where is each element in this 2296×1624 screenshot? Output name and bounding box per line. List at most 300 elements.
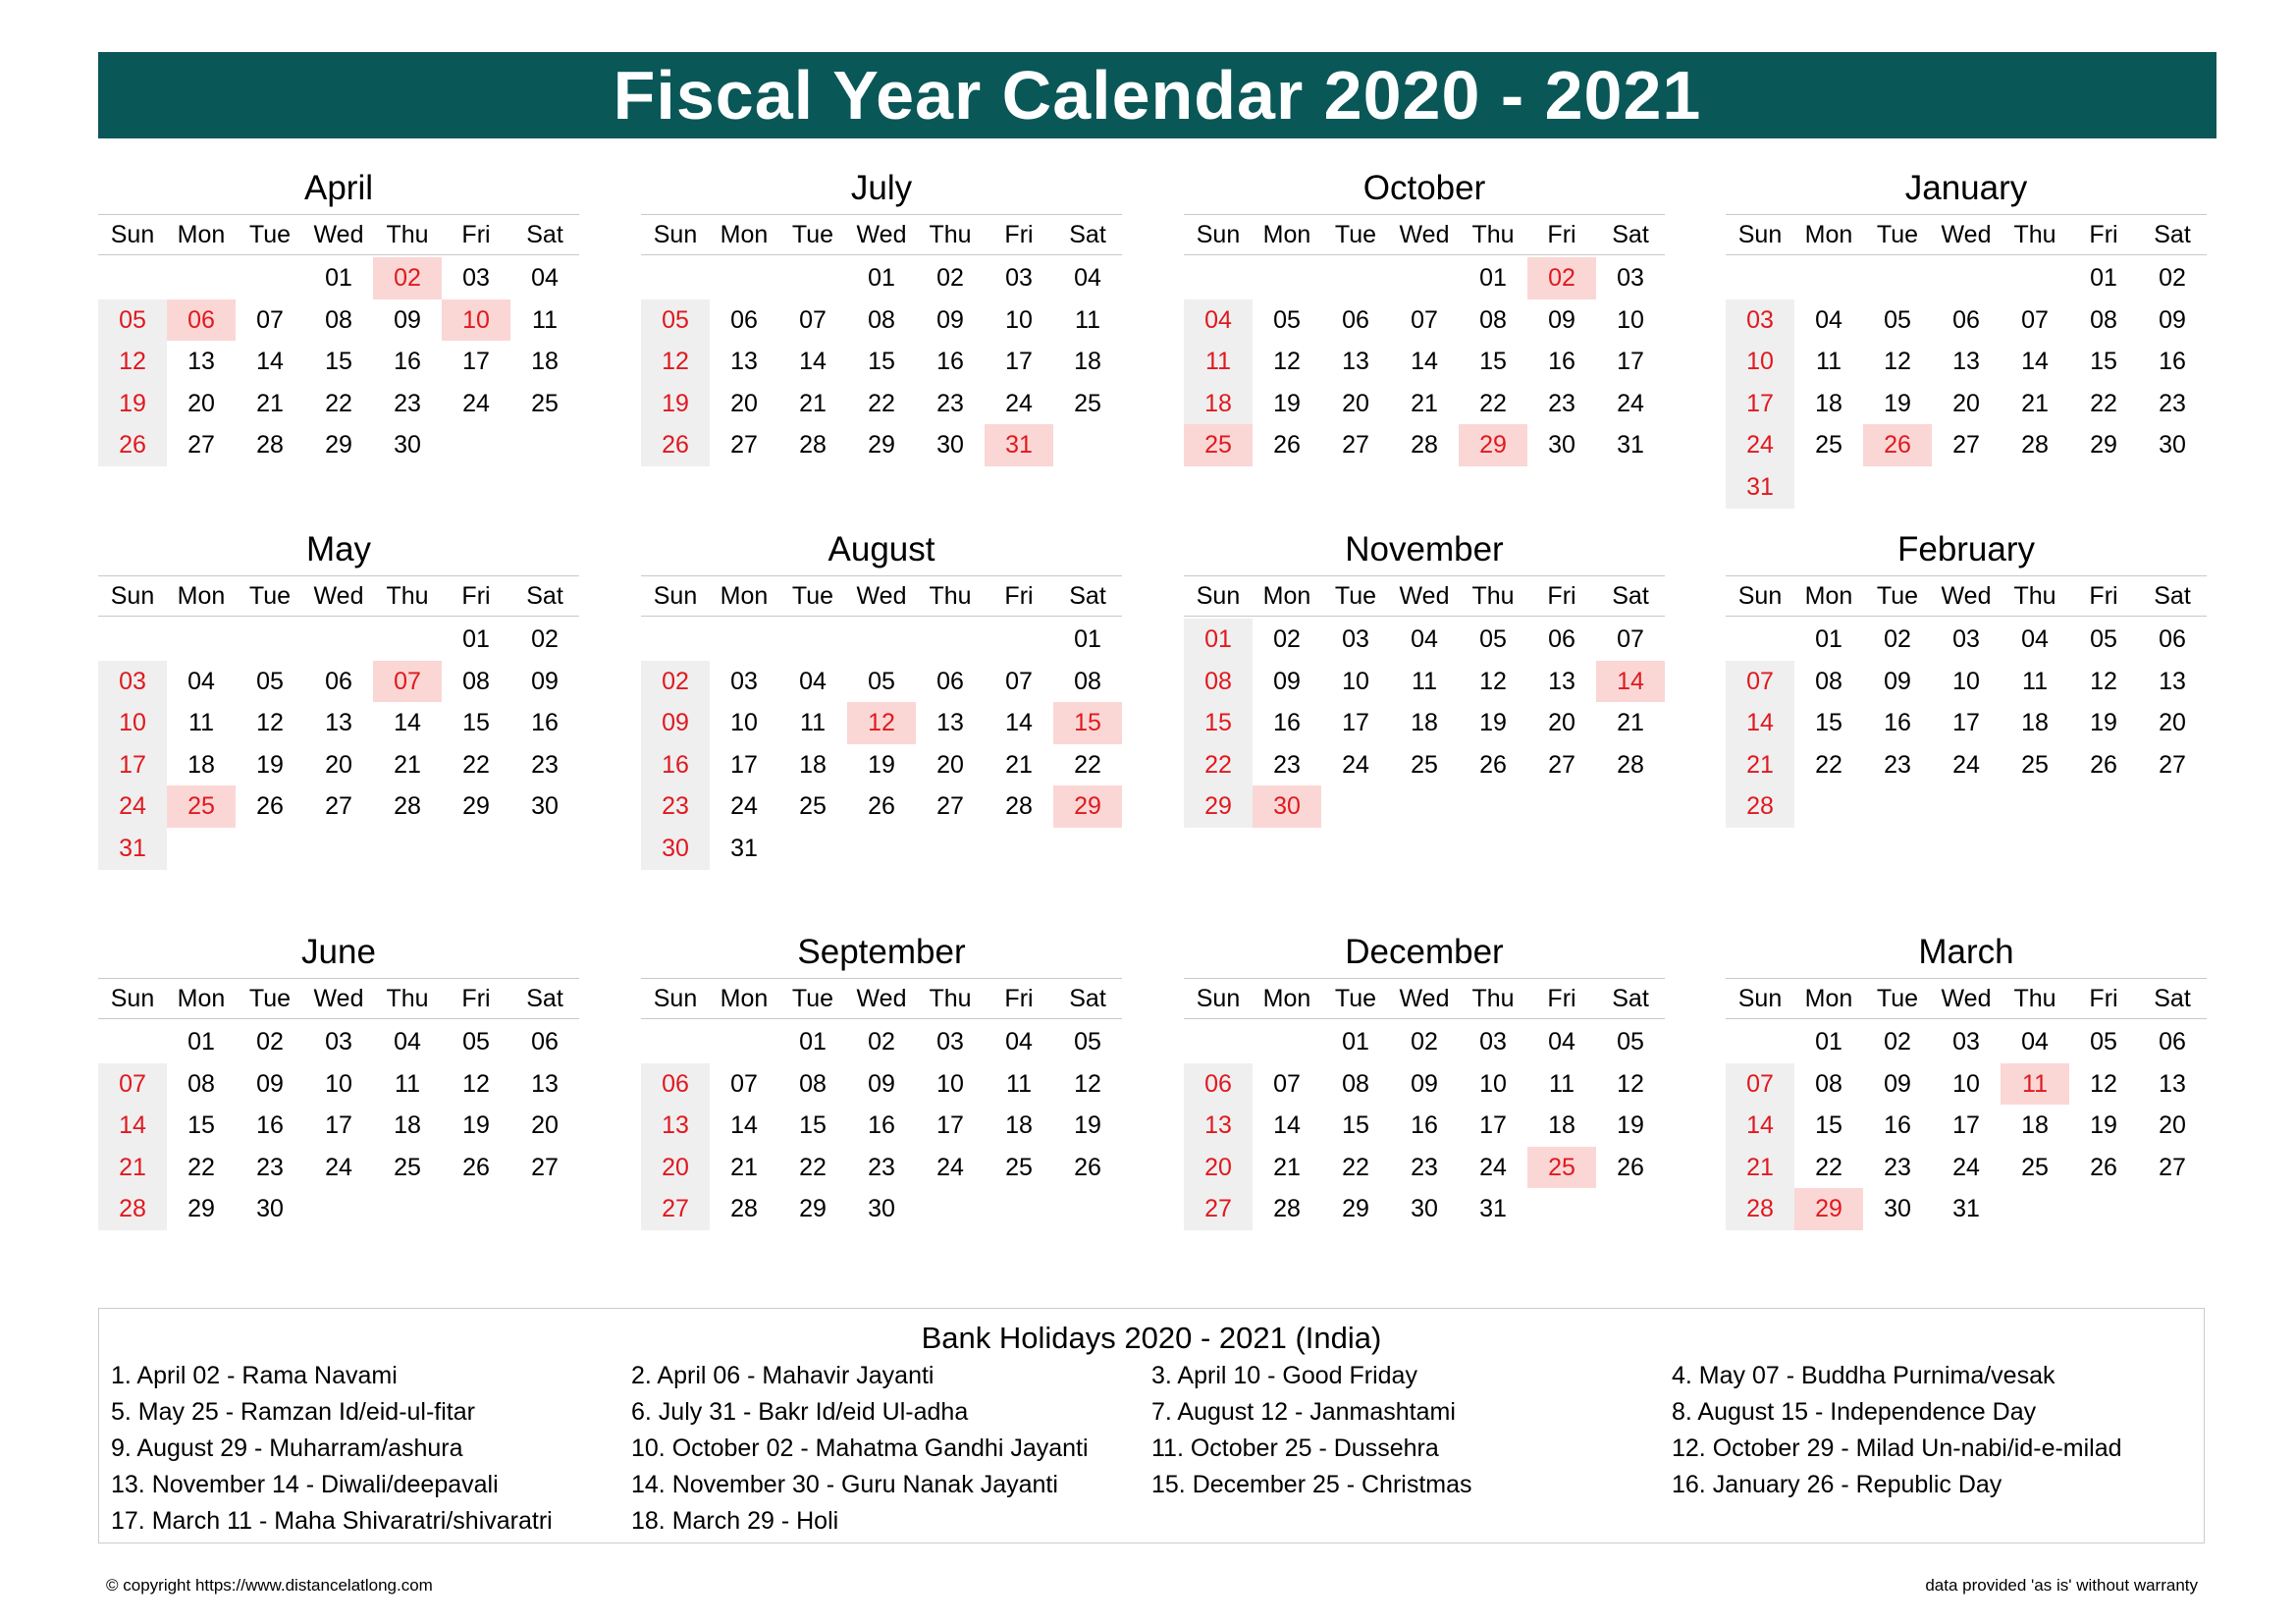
day-cell: 15 <box>1479 348 1507 376</box>
day-cell: 27 <box>1342 431 1369 460</box>
day-cell: 11 <box>1816 348 1842 376</box>
weekday-label: Mon <box>1804 221 1853 248</box>
holiday-item: 15. December 25 - Christmas <box>1151 1471 1472 1498</box>
month-september <box>641 931 1122 1230</box>
day-cell: 26 <box>868 792 895 821</box>
day-cell: 20 <box>325 750 352 779</box>
day-cell: 11 <box>1075 305 1100 334</box>
day-cell: 17 <box>1952 1111 1980 1140</box>
day-cell: 03 <box>1952 625 1980 653</box>
day-cell: 23 <box>1273 750 1301 779</box>
weekday-label: Tue <box>248 221 292 248</box>
day-cell: 30 <box>531 792 559 821</box>
weekday-label: Wed <box>1941 221 1992 248</box>
holiday-item: 4. May 07 - Buddha Purnima/vesak <box>1672 1362 2056 1389</box>
empty-cell <box>98 619 167 661</box>
day-cell: 29 <box>1459 424 1527 466</box>
day-cell: 03 <box>1342 625 1369 653</box>
day-cell: 10 <box>98 702 167 744</box>
empty-cell <box>1184 1021 1253 1063</box>
day-cell: 19 <box>2090 709 2117 737</box>
empty-cell <box>236 619 304 661</box>
day-cell: 12 <box>462 1069 490 1098</box>
day-cell: 20 <box>641 1147 710 1189</box>
empty-cell <box>1321 257 1390 299</box>
day-cell: 03 <box>1952 1028 1980 1056</box>
day-cell: 24 <box>1952 750 1980 779</box>
weekday-header <box>641 978 1122 1019</box>
weekday-label: Thu <box>2013 221 2056 248</box>
empty-cell <box>1253 257 1321 299</box>
month-february <box>1726 528 2207 828</box>
day-cell: 05 <box>1617 1028 1644 1056</box>
day-cell: 08 <box>1479 305 1507 334</box>
weekday-label: Thu <box>386 221 429 248</box>
day-cell: 29 <box>799 1195 827 1223</box>
day-cell: 08 <box>2090 305 2117 334</box>
day-cell: 31 <box>985 424 1053 466</box>
day-cell: 13 <box>1342 348 1369 376</box>
holiday-item: 11. October 25 - Dussehra <box>1151 1435 1439 1462</box>
days-grid <box>641 255 1122 466</box>
empty-cell <box>641 257 710 299</box>
day-cell: 30 <box>394 431 421 460</box>
day-cell: 11 <box>800 709 826 737</box>
day-cell: 23 <box>1884 1153 1911 1181</box>
day-cell: 10 <box>730 709 758 737</box>
copyright-text: © copyright https://www.distancelatlong.com <box>106 1576 433 1595</box>
day-cell: 09 <box>936 305 964 334</box>
weekday-label: Sat <box>526 985 563 1012</box>
weekday-label: Sat <box>526 582 563 610</box>
day-cell: 11 <box>188 709 214 737</box>
month-name: May <box>305 530 372 568</box>
day-cell: 20 <box>187 389 215 417</box>
day-cell: 24 <box>1952 1153 1980 1181</box>
month-name: October <box>1362 169 1486 207</box>
empty-cell <box>373 619 442 661</box>
holiday-item: 9. August 29 - Muharram/ashura <box>111 1435 463 1462</box>
day-cell: 18 <box>1074 348 1101 376</box>
day-cell: 30 <box>1253 785 1321 828</box>
weekday-label: Fri <box>461 221 491 248</box>
day-cell: 09 <box>1273 667 1301 695</box>
day-cell: 10 <box>1952 1069 1980 1098</box>
day-cell: 14 <box>98 1105 167 1147</box>
month-may <box>98 528 579 870</box>
day-cell: 28 <box>730 1195 758 1223</box>
day-cell: 22 <box>1184 744 1253 786</box>
day-cell: 10 <box>442 299 510 342</box>
day-cell: 02 <box>1273 625 1301 653</box>
day-cell: 22 <box>1342 1153 1369 1181</box>
day-cell: 06 <box>1548 625 1575 653</box>
day-cell: 04 <box>531 264 559 292</box>
day-cell: 18 <box>1411 709 1438 737</box>
weekday-label: Thu <box>1471 221 1515 248</box>
day-cell: 03 <box>1005 264 1033 292</box>
weekday-label: Mon <box>720 221 769 248</box>
empty-cell <box>916 619 985 661</box>
day-cell: 28 <box>256 431 284 460</box>
day-cell: 31 <box>1617 431 1644 460</box>
weekday-header <box>1726 575 2207 617</box>
days-grid <box>98 255 579 466</box>
weekday-label: Mon <box>1804 582 1853 610</box>
holidays-title: Bank Holidays 2020 - 2021 (India) <box>921 1321 1382 1355</box>
day-cell: 21 <box>1273 1153 1301 1181</box>
day-cell: 01 <box>1074 625 1101 653</box>
day-cell: 06 <box>531 1028 559 1056</box>
empty-cell <box>710 257 778 299</box>
weekday-label: Thu <box>1471 985 1515 1012</box>
month-name: July <box>850 169 913 207</box>
page-title: Fiscal Year Calendar 2020 - 2021 <box>98 52 2216 138</box>
day-cell: 03 <box>1617 264 1644 292</box>
day-cell: 25 <box>1527 1147 1596 1189</box>
day-cell: 05 <box>1479 625 1507 653</box>
day-cell: 29 <box>868 431 895 460</box>
empty-cell <box>641 619 710 661</box>
weekday-label: Wed <box>856 985 907 1012</box>
month-name: June <box>301 933 376 971</box>
day-cell: 17 <box>1726 383 1794 425</box>
day-cell: 07 <box>98 1063 167 1106</box>
holiday-item: 8. August 15 - Independence Day <box>1672 1398 2037 1426</box>
weekday-header <box>98 575 579 617</box>
month-name: November <box>1345 530 1504 568</box>
empty-cell <box>778 257 847 299</box>
weekday-header <box>1184 978 1665 1019</box>
day-cell: 16 <box>394 348 421 376</box>
day-cell: 26 <box>1273 431 1301 460</box>
day-cell: 26 <box>462 1153 490 1181</box>
day-cell: 24 <box>1342 750 1369 779</box>
day-cell: 21 <box>799 389 827 417</box>
day-cell: 26 <box>1863 424 1932 466</box>
day-cell: 17 <box>1479 1111 1507 1140</box>
holiday-item: 12. October 29 - Milad Un-nabi/id-e-milad <box>1672 1435 2122 1462</box>
day-cell: 19 <box>1273 389 1301 417</box>
empty-cell <box>641 1021 710 1063</box>
day-cell: 04 <box>1074 264 1101 292</box>
day-cell: 19 <box>641 383 710 425</box>
day-cell: 03 <box>98 661 167 703</box>
day-cell: 27 <box>936 792 964 821</box>
weekday-label: Tue <box>791 221 834 248</box>
day-cell: 13 <box>730 348 758 376</box>
day-cell: 07 <box>373 661 442 703</box>
month-january <box>1726 167 2207 509</box>
day-cell: 28 <box>799 431 827 460</box>
empty-cell <box>710 619 778 661</box>
day-cell: 24 <box>1005 389 1033 417</box>
day-cell: 17 <box>325 1111 352 1140</box>
weekday-label: Sun <box>110 985 155 1012</box>
weekday-label: Fri <box>1547 582 1576 610</box>
day-cell: 10 <box>1342 667 1369 695</box>
day-cell: 10 <box>936 1069 964 1098</box>
weekday-label: Sun <box>110 582 155 610</box>
empty-cell <box>1253 1021 1321 1063</box>
day-cell: 17 <box>98 744 167 786</box>
empty-cell <box>98 257 167 299</box>
day-cell: 16 <box>256 1111 284 1140</box>
day-cell: 15 <box>1053 702 1122 744</box>
day-cell: 19 <box>2090 1111 2117 1140</box>
day-cell: 23 <box>394 389 421 417</box>
weekday-label: Mon <box>1262 221 1311 248</box>
weekday-header <box>641 214 1122 255</box>
day-cell: 20 <box>1184 1147 1253 1189</box>
empty-cell <box>1390 257 1459 299</box>
day-cell: 20 <box>730 389 758 417</box>
day-cell: 13 <box>2159 667 2186 695</box>
weekday-label: Tue <box>1876 221 1919 248</box>
day-cell: 15 <box>1184 702 1253 744</box>
day-cell: 22 <box>462 750 490 779</box>
day-cell: 12 <box>1273 348 1301 376</box>
empty-cell <box>236 257 304 299</box>
day-cell: 23 <box>2159 389 2186 417</box>
day-cell: 30 <box>936 431 964 460</box>
day-cell: 11 <box>1412 667 1437 695</box>
day-cell: 09 <box>868 1069 895 1098</box>
month-name: December <box>1345 933 1504 971</box>
day-cell: 02 <box>936 264 964 292</box>
day-cell: 20 <box>2159 1111 2186 1140</box>
day-cell: 08 <box>1184 661 1253 703</box>
day-cell: 05 <box>1074 1028 1101 1056</box>
day-cell: 01 <box>1342 1028 1369 1056</box>
day-cell: 10 <box>1952 667 1980 695</box>
day-cell: 15 <box>325 348 352 376</box>
day-cell: 05 <box>1273 305 1301 334</box>
empty-cell <box>98 1021 167 1063</box>
day-cell: 16 <box>531 709 559 737</box>
day-cell: 19 <box>1074 1111 1101 1140</box>
day-cell: 21 <box>1005 750 1033 779</box>
weekday-label: Thu <box>929 582 972 610</box>
day-cell: 05 <box>462 1028 490 1056</box>
month-name: March <box>1918 933 2014 971</box>
day-cell: 19 <box>1617 1111 1644 1140</box>
day-cell: 30 <box>868 1195 895 1223</box>
day-cell: 16 <box>1884 709 1911 737</box>
weekday-header <box>98 214 579 255</box>
day-cell: 20 <box>2159 709 2186 737</box>
weekday-label: Sun <box>1737 582 1783 610</box>
day-cell: 27 <box>325 792 352 821</box>
day-cell: 18 <box>187 750 215 779</box>
day-cell: 13 <box>531 1069 559 1098</box>
day-cell: 26 <box>2090 750 2117 779</box>
day-cell: 15 <box>1815 709 1842 737</box>
day-cell: 09 <box>1411 1069 1438 1098</box>
day-cell: 24 <box>730 792 758 821</box>
day-cell: 20 <box>1952 389 1980 417</box>
day-cell: 06 <box>167 299 236 342</box>
holiday-item: 5. May 25 - Ramzan Id/eid-ul-fitar <box>111 1398 475 1426</box>
day-cell: 04 <box>1548 1028 1575 1056</box>
day-cell: 06 <box>936 667 964 695</box>
weekday-label: Fri <box>461 582 491 610</box>
weekday-label: Sat <box>1612 985 1649 1012</box>
day-cell: 30 <box>641 828 710 870</box>
day-cell: 25 <box>799 792 827 821</box>
day-cell: 10 <box>1005 305 1033 334</box>
weekday-label: Mon <box>1262 985 1311 1012</box>
days-grid <box>98 1019 579 1230</box>
holiday-item: 2. April 06 - Mahavir Jayanti <box>631 1362 934 1389</box>
weekday-label: Thu <box>2013 582 2056 610</box>
day-cell: 08 <box>1074 667 1101 695</box>
day-cell: 24 <box>462 389 490 417</box>
month-name: April <box>303 169 374 207</box>
day-cell: 12 <box>1479 667 1507 695</box>
weekday-label: Tue <box>1334 582 1377 610</box>
day-cell: 09 <box>641 702 710 744</box>
weekday-label: Wed <box>313 985 364 1012</box>
weekday-label: Wed <box>856 582 907 610</box>
day-cell: 17 <box>936 1111 964 1140</box>
day-cell: 02 <box>373 257 442 299</box>
day-cell: 14 <box>799 348 827 376</box>
day-cell: 28 <box>1617 750 1644 779</box>
holiday-item: 14. November 30 - Guru Nanak Jayanti <box>631 1471 1058 1498</box>
day-cell: 02 <box>1884 625 1911 653</box>
month-december <box>1184 931 1665 1230</box>
empty-cell <box>1863 257 1932 299</box>
day-cell: 23 <box>1548 389 1575 417</box>
day-cell: 22 <box>187 1153 215 1181</box>
day-cell: 23 <box>256 1153 284 1181</box>
day-cell: 14 <box>730 1111 758 1140</box>
day-cell: 23 <box>868 1153 895 1181</box>
days-grid <box>1184 617 1665 828</box>
day-cell: 16 <box>1884 1111 1911 1140</box>
day-cell: 12 <box>847 702 916 744</box>
day-cell: 02 <box>1884 1028 1911 1056</box>
weekday-label: Wed <box>856 221 907 248</box>
weekday-label: Sat <box>1069 582 1106 610</box>
day-cell: 26 <box>2090 1153 2117 1181</box>
day-cell: 30 <box>2159 431 2186 460</box>
weekday-label: Sun <box>110 221 155 248</box>
empty-cell <box>778 619 847 661</box>
day-cell: 14 <box>1726 1105 1794 1147</box>
days-grid <box>1726 1019 2207 1230</box>
day-cell: 26 <box>256 792 284 821</box>
day-cell: 01 <box>799 1028 827 1056</box>
day-cell: 14 <box>1726 702 1794 744</box>
empty-cell <box>985 619 1053 661</box>
day-cell: 19 <box>1479 709 1507 737</box>
day-cell: 27 <box>1184 1188 1253 1230</box>
weekday-label: Mon <box>1262 582 1311 610</box>
day-cell: 28 <box>1726 1188 1794 1230</box>
day-cell: 19 <box>868 750 895 779</box>
day-cell: 30 <box>1884 1195 1911 1223</box>
day-cell: 29 <box>2090 431 2117 460</box>
day-cell: 11 <box>1549 1069 1575 1098</box>
holiday-item: 3. April 10 - Good Friday <box>1151 1362 1417 1389</box>
weekday-label: Tue <box>1334 221 1377 248</box>
weekday-label: Sat <box>1069 221 1106 248</box>
day-cell: 27 <box>1548 750 1575 779</box>
day-cell: 27 <box>2159 750 2186 779</box>
day-cell: 20 <box>1342 389 1369 417</box>
day-cell: 15 <box>462 709 490 737</box>
day-cell: 19 <box>98 383 167 425</box>
empty-cell <box>1794 257 1863 299</box>
month-october <box>1184 167 1665 466</box>
day-cell: 03 <box>1479 1028 1507 1056</box>
day-cell: 12 <box>2090 1069 2117 1098</box>
weekday-label: Mon <box>720 985 769 1012</box>
day-cell: 22 <box>799 1153 827 1181</box>
weekday-label: Thu <box>929 221 972 248</box>
day-cell: 04 <box>1005 1028 1033 1056</box>
empty-cell <box>2001 257 2069 299</box>
day-cell: 28 <box>1005 792 1033 821</box>
day-cell: 31 <box>98 828 167 870</box>
day-cell: 08 <box>187 1069 215 1098</box>
day-cell: 28 <box>394 792 421 821</box>
day-cell: 22 <box>1815 1153 1842 1181</box>
day-cell: 23 <box>641 785 710 828</box>
weekday-label: Tue <box>1334 985 1377 1012</box>
holiday-item: 16. January 26 - Republic Day <box>1672 1471 2002 1498</box>
weekday-header <box>98 978 579 1019</box>
day-cell: 20 <box>936 750 964 779</box>
weekday-label: Fri <box>1004 985 1034 1012</box>
weekday-label: Sat <box>2154 582 2191 610</box>
day-cell: 22 <box>1815 750 1842 779</box>
weekday-label: Thu <box>929 985 972 1012</box>
day-cell: 17 <box>730 750 758 779</box>
holiday-item: 13. November 14 - Diwali/deepavali <box>111 1471 499 1498</box>
day-cell: 03 <box>936 1028 964 1056</box>
month-july <box>641 167 1122 466</box>
weekday-header <box>1726 214 2207 255</box>
day-cell: 18 <box>799 750 827 779</box>
day-cell: 09 <box>1548 305 1575 334</box>
day-cell: 01 <box>462 625 490 653</box>
day-cell: 22 <box>2090 389 2117 417</box>
month-march <box>1726 931 2207 1230</box>
day-cell: 23 <box>531 750 559 779</box>
weekday-label: Sat <box>1069 985 1106 1012</box>
day-cell: 31 <box>1479 1195 1507 1223</box>
day-cell: 21 <box>1617 709 1644 737</box>
day-cell: 06 <box>1952 305 1980 334</box>
day-cell: 11 <box>2022 667 2048 695</box>
day-cell: 14 <box>1005 709 1033 737</box>
day-cell: 17 <box>1617 348 1644 376</box>
weekday-label: Wed <box>1399 985 1450 1012</box>
day-cell: 15 <box>1815 1111 1842 1140</box>
day-cell: 25 <box>1815 431 1842 460</box>
day-cell: 31 <box>1726 466 1794 509</box>
day-cell: 19 <box>1884 389 1911 417</box>
day-cell: 14 <box>1411 348 1438 376</box>
month-name: September <box>797 933 966 971</box>
day-cell: 26 <box>1479 750 1507 779</box>
day-cell: 16 <box>641 744 710 786</box>
day-cell: 09 <box>1884 667 1911 695</box>
day-cell: 01 <box>1479 264 1507 292</box>
